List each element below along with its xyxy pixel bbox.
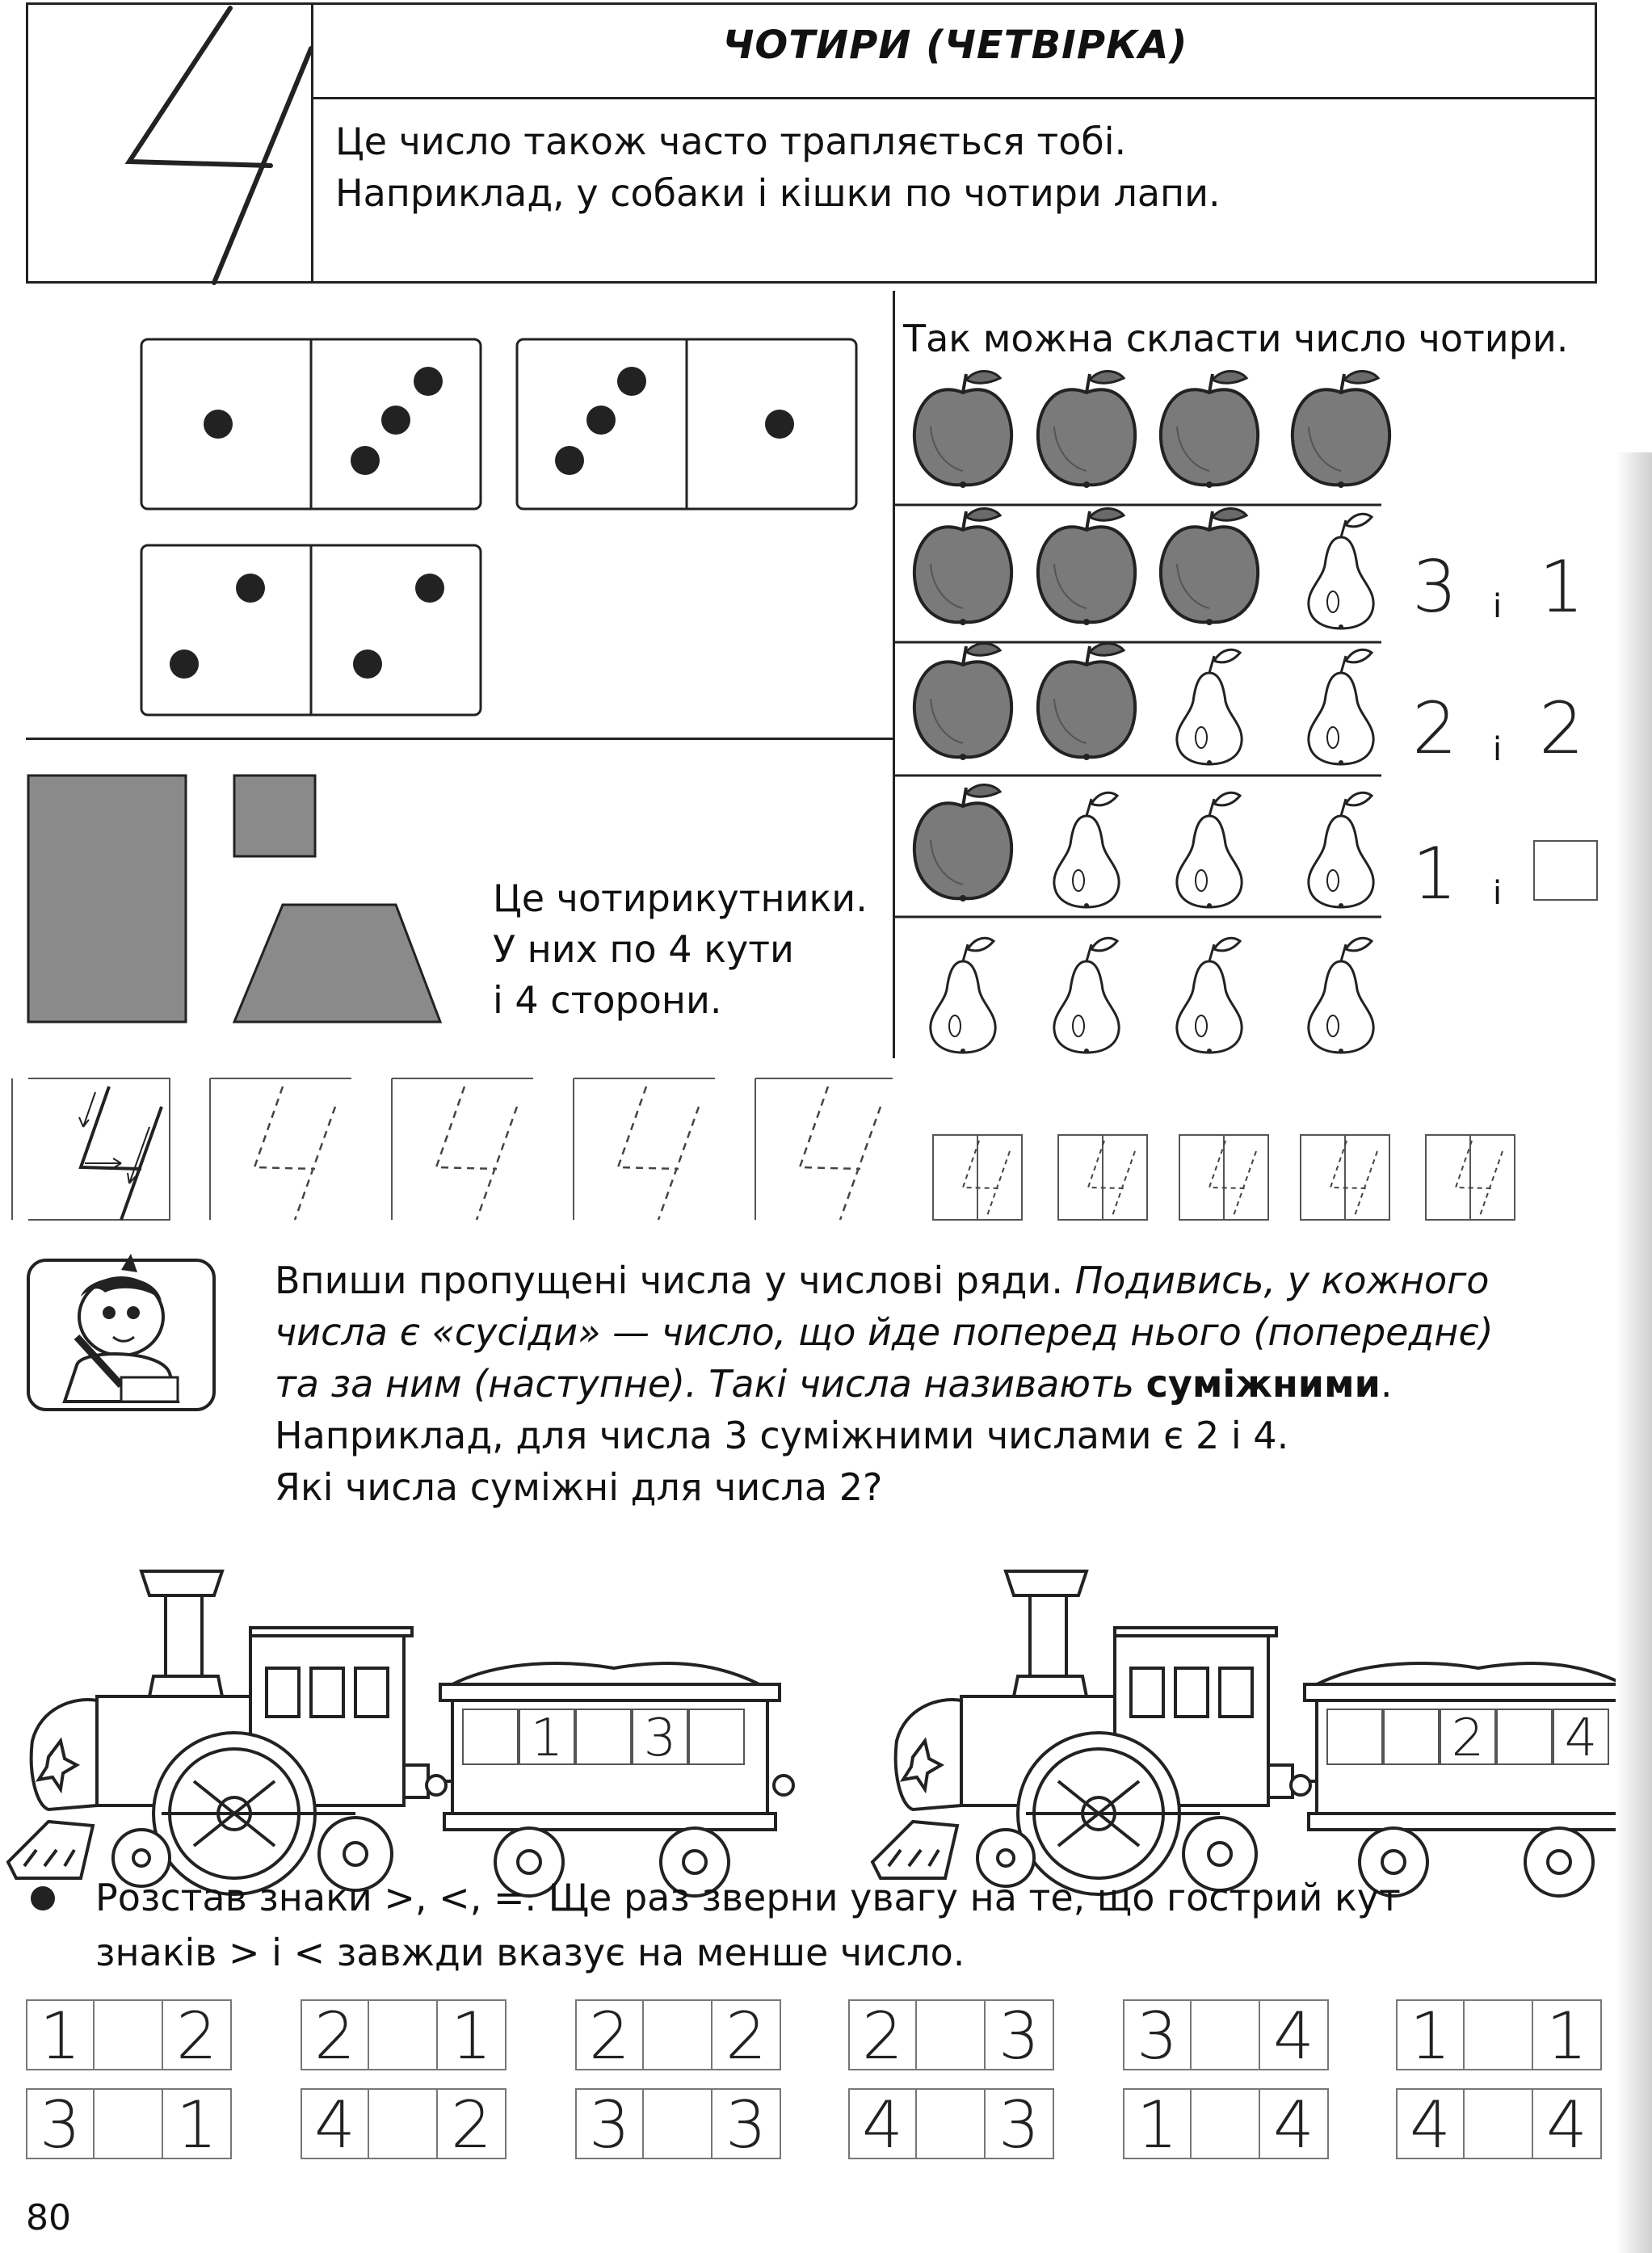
neighbors-line-3-end: . <box>1380 1362 1393 1406</box>
composition-row1-conj: і <box>1493 588 1503 625</box>
compare-right-number: 3 <box>986 1999 1054 2070</box>
compare-sign-cell[interactable] <box>917 2088 986 2159</box>
neighbors-line-3-italic: та за ним (наступне). Такі числа називають <box>275 1362 1146 1406</box>
train-1-cell-1[interactable]: 1 <box>519 1709 575 1765</box>
compare-left-number: 4 <box>1396 2088 1465 2159</box>
compare-pair <box>301 1999 507 2074</box>
composition-row1-first: 3 <box>1412 545 1457 628</box>
composition-row1-second: 1 <box>1539 545 1584 628</box>
compare-left-number: 1 <box>1123 2088 1192 2159</box>
shapes-line-3: і 4 сторони. <box>493 978 722 1022</box>
shapes-line-1: Це чотирикутники. <box>493 876 868 920</box>
bullet-dot <box>31 1886 55 1910</box>
neighbors-line-2: числа є «сусіди» — число, що йде поперед нього (попереднє) <box>275 1310 1494 1354</box>
compare-right-number: 3 <box>713 2088 781 2159</box>
compare-right-number: 4 <box>1260 2088 1329 2159</box>
composition-title: Так можна скласти число чотири. <box>903 317 1569 360</box>
compare-left-number: 1 <box>26 1999 95 2070</box>
compare-pair <box>848 1999 1054 2074</box>
compare-left-number: 4 <box>301 2088 369 2159</box>
compare-sign-cell[interactable] <box>369 1999 438 2070</box>
compare-sign-cell[interactable] <box>1192 2088 1260 2159</box>
compare-right-number: 1 <box>438 1999 507 2070</box>
compare-left-number: 2 <box>848 1999 917 2070</box>
shapes-line-2: У них по 4 кути <box>493 927 794 971</box>
compare-sign-cell[interactable] <box>1192 1999 1260 2070</box>
adjacent-term: суміжними <box>1145 1362 1381 1406</box>
neighbors-line-1-plain: Впиши пропущені числа у числові ряди. <box>275 1259 1075 1302</box>
compare-left-number: 3 <box>26 2088 95 2159</box>
composition-row2-second: 2 <box>1539 687 1584 770</box>
compare-left-number: 3 <box>1123 1999 1192 2070</box>
train-2-cell-4[interactable]: 4 <box>1553 1709 1609 1765</box>
neighbors-line-5: Які числа суміжні для числа 2? <box>275 1465 883 1509</box>
train-1-cell-3[interactable]: 3 <box>632 1709 688 1765</box>
compare-sign-cell[interactable] <box>644 1999 713 2070</box>
composition-row3-conj: і <box>1493 875 1503 912</box>
train-2-cell-1[interactable] <box>1383 1709 1440 1765</box>
train-1-cells <box>462 1709 745 1768</box>
train-2-cell-2[interactable]: 2 <box>1440 1709 1496 1765</box>
composition-row2-first: 2 <box>1412 687 1457 770</box>
composition-row2-conj: і <box>1493 731 1503 768</box>
compare-pair <box>301 2087 507 2163</box>
train-1-cell-0[interactable] <box>462 1709 519 1765</box>
compare-right-number: 3 <box>986 2088 1054 2159</box>
train-1-cell-2[interactable] <box>575 1709 632 1765</box>
compare-sign-cell[interactable] <box>1465 2088 1533 2159</box>
compare-right-number: 1 <box>1533 1999 1602 2070</box>
compare-right-number: 2 <box>163 1999 232 2070</box>
page-number: 80 <box>26 2197 71 2238</box>
compare-left-number: 1 <box>1396 1999 1465 2070</box>
compare-sign-cell[interactable] <box>95 1999 163 2070</box>
neighbors-line-1-italic: Подивись, у кожного <box>1074 1259 1490 1302</box>
intro-line-1: Це число також часто трапляється тобі. <box>335 120 1127 163</box>
compare-left-number: 4 <box>848 2088 917 2159</box>
compare-pair <box>26 2087 232 2163</box>
compare-sign-cell[interactable] <box>1465 1999 1533 2070</box>
compare-pair <box>26 1999 232 2074</box>
train-2-cell-3[interactable] <box>1496 1709 1553 1765</box>
compare-sign-cell[interactable] <box>917 1999 986 2070</box>
page-title: ЧОТИРИ (ЧЕТВІРКА) <box>722 23 1188 68</box>
composition-row3-first: 1 <box>1412 832 1457 915</box>
compare-sign-cell[interactable] <box>95 2088 163 2159</box>
compare-pair <box>1123 2087 1329 2163</box>
compare-sign-cell[interactable] <box>644 2088 713 2159</box>
compare-right-number: 1 <box>163 2088 232 2159</box>
compare-left-number: 2 <box>301 1999 369 2070</box>
compare-right-number: 2 <box>713 1999 781 2070</box>
compare-line-1: Розстав знаки >, <, =. Ще раз зверни увагу на те, що гострий кут <box>95 1876 1401 1919</box>
page-edge-shadow <box>1616 452 1652 2253</box>
neighbors-line-4: Наприклад, для числа 3 суміжними числами є 2 і 4. <box>275 1414 1289 1457</box>
intro-line-2: Наприклад, у собаки і кішки по чотири лапи. <box>335 171 1221 215</box>
compare-pair <box>1396 1999 1602 2074</box>
compare-sign-cell[interactable] <box>369 2088 438 2159</box>
compare-pair <box>848 2087 1054 2163</box>
train-1-cell-4[interactable] <box>688 1709 745 1765</box>
compare-pair <box>1123 1999 1329 2074</box>
compare-left-number: 2 <box>575 1999 644 2070</box>
compare-pair <box>575 2087 781 2163</box>
compare-right-number: 2 <box>438 2088 507 2159</box>
train-2-cells <box>1326 1709 1609 1768</box>
compare-pair <box>1396 2087 1602 2163</box>
train-2-cell-0[interactable] <box>1326 1709 1383 1765</box>
compare-left-number: 3 <box>575 2088 644 2159</box>
compare-right-number: 4 <box>1260 1999 1329 2070</box>
compare-pair <box>575 1999 781 2074</box>
compare-right-number: 4 <box>1533 2088 1602 2159</box>
compare-line-2: знаків > і < завжди вказує на менше число. <box>95 1931 965 1974</box>
